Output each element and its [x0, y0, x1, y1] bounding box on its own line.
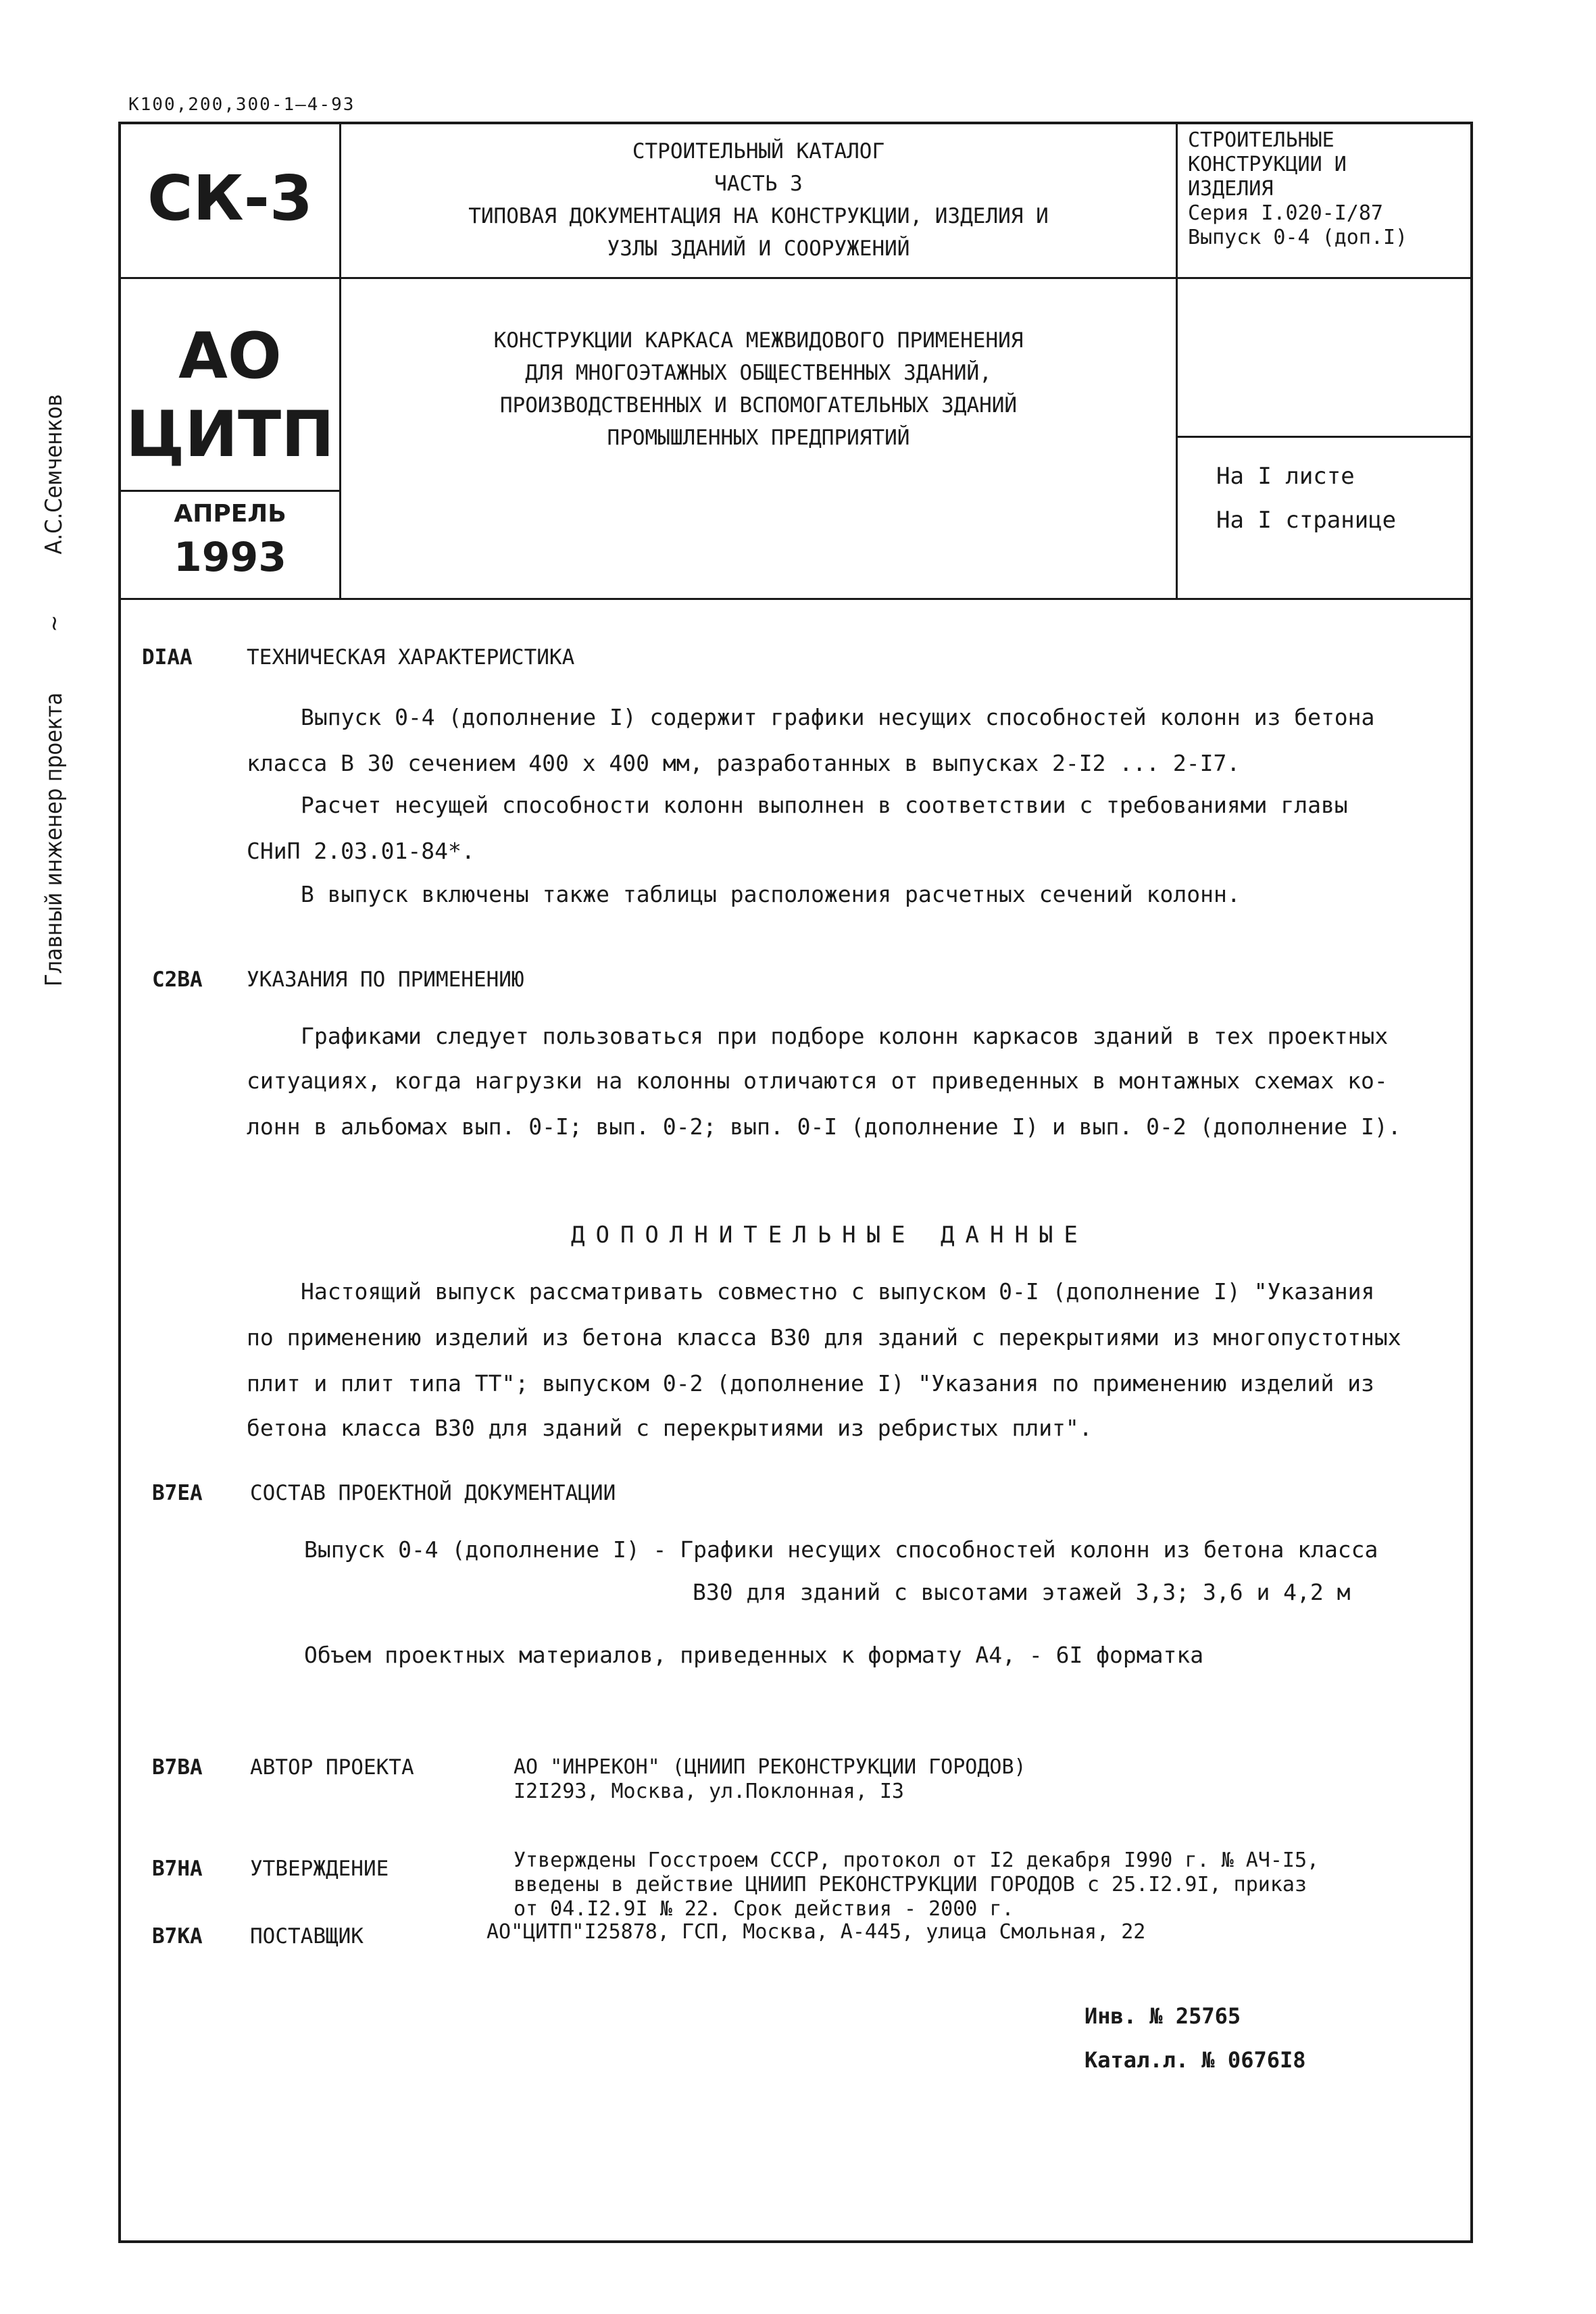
- paragraph-line: В выпуск включены также таблицы расположения расчетных сечений колонн.: [301, 881, 1241, 907]
- paragraph-line: Выпуск 0-4 (дополнение I) - Графики несущих способностей колонн из бетона класса: [304, 1536, 1378, 1563]
- approval-line: введены в действие ЦНИИП РЕКОНСТРУКЦИИ ГОРОДОВ с 25.I2.9I, приказ: [514, 1873, 1307, 1896]
- approval-line: Утверждены Госстроем СССР, протокол от I2 декабря I990 г. № АЧ-I5,: [514, 1848, 1320, 1872]
- series-line: Серия I.020-I/87: [1188, 201, 1383, 225]
- section-code: B7HA: [152, 1857, 203, 1881]
- paragraph-line: В30 для зданий с высотами этажей 3,3; 3,6 и 4,2 м: [693, 1579, 1351, 1605]
- sheets-count: На I листе: [1216, 463, 1355, 490]
- year-label: 1993: [174, 534, 286, 581]
- paragraph-line: Расчет несущей способности колонн выполнен в соответствии с требованиями главы: [301, 792, 1348, 818]
- sk-label: СК-3: [147, 162, 313, 234]
- pages-count: На I странице: [1216, 507, 1397, 534]
- title-line: КОНСТРУКЦИИ КАРКАСА МЕЖВИДОВОГО ПРИМЕНЕНИЯ: [493, 328, 1024, 353]
- catalog-sheet-number: Катал.л. № 0676I8: [1084, 2047, 1306, 2073]
- catalog-line: ЧАСТЬ 3: [714, 172, 803, 196]
- chief-engineer-name: А.С.Семченков: [41, 394, 68, 555]
- section-code: DIAA: [142, 645, 193, 670]
- title-line: ПРОМЫШЛЕННЫХ ПРЕДПРИЯТИЙ: [607, 426, 910, 450]
- author-line: АО "ИНРЕКОН" (ЦНИИП РЕКОНСТРУКЦИИ ГОРОДОВ): [514, 1755, 1026, 1779]
- catalog-block: [341, 135, 1176, 265]
- section-title: ДОПОЛНИТЕЛЬНЫЕ ДАННЫЕ: [571, 1222, 1089, 1249]
- section-title: ПОСТАВЩИК: [250, 1924, 364, 1948]
- section-code: B7BA: [152, 1755, 203, 1780]
- header-divider-1: [118, 277, 1473, 279]
- series-line: КОНСТРУКЦИИ И: [1188, 153, 1347, 176]
- catalog-line: СТРОИТЕЛЬНЫЙ КАТАЛОГ: [632, 139, 885, 164]
- series-block: [1188, 128, 1472, 250]
- paragraph-line: класса В 30 сечением 400 х 400 мм, разработанных в выпусках 2-I2 ... 2-I7.: [247, 750, 1241, 776]
- side-signature-note: [41, 284, 95, 986]
- document-code: К100,200,300-1—4-93: [128, 95, 355, 115]
- section-title: ТЕХНИЧЕСКАЯ ХАРАКТЕРИСТИКА: [247, 645, 575, 670]
- series-line: СТРОИТЕЛЬНЫЕ: [1188, 128, 1335, 152]
- paragraph-line: Графиками следует пользоваться при подборе колонн каркасов зданий в тех проектных: [301, 1023, 1389, 1049]
- series-line: ИЗДЕЛИЯ: [1188, 177, 1274, 201]
- org-logo: [120, 318, 340, 474]
- header-divider-4: [118, 598, 1473, 600]
- catalog-line: ТИПОВАЯ ДОКУМЕНТАЦИЯ НА КОНСТРУКЦИИ, ИЗДЕЛИЯ И: [468, 204, 1049, 228]
- paragraph-line: лонн в альбомах вып. 0-I; вып. 0-2; вып. 0-I (дополнение I) и вып. 0-2 (дополнение I).: [247, 1113, 1401, 1140]
- section-title: УКАЗАНИЯ ПО ПРИМЕНЕНИЮ: [247, 967, 524, 992]
- org-line-1: АО: [178, 320, 282, 393]
- header-vline-2: [1176, 122, 1178, 599]
- paragraph-line: бетона класса В30 для зданий с перекрытиями из ребристых плит".: [247, 1415, 1093, 1441]
- catalog-line: УЗЛЫ ЗДАНИЙ И СООРУЖЕНИЙ: [607, 236, 910, 261]
- supplier-line: АО"ЦИТП"I25878, ГСП, Москва, А-445, улица Смольная, 22: [487, 1920, 1146, 1944]
- inventory-number: Инв. № 25765: [1084, 2003, 1241, 2029]
- section-code: B7EA: [152, 1481, 203, 1505]
- paragraph-line: СНиП 2.03.01-84*.: [247, 838, 475, 864]
- header-divider-3: [1176, 436, 1473, 438]
- header-divider-2: [118, 490, 341, 492]
- org-line-2: ЦИТП: [126, 398, 334, 472]
- section-title: УТВЕРЖДЕНИЕ: [250, 1857, 389, 1881]
- paragraph-line: по применению изделий из бетона класса В30 для зданий с перекрытиями из многопустотных: [247, 1324, 1401, 1351]
- approval-line: от 04.I2.9I № 22. Срок действия - 2000 г.: [514, 1897, 1014, 1921]
- paragraph-line: Объем проектных материалов, приведенных к формату А4, - 6I форматка: [304, 1642, 1204, 1668]
- signature-mark: ~: [41, 614, 68, 632]
- paragraph-line: плит и плит типа ТТ"; выпуском 0-2 (дополнение I) "Указания по применению изделий из: [247, 1370, 1374, 1397]
- title-line: ДЛЯ МНОГОЭТАЖНЫХ ОБЩЕСТВЕННЫХ ЗДАНИЙ,: [525, 361, 992, 385]
- document-title: [341, 324, 1176, 454]
- section-title: АВТОР ПРОЕКТА: [250, 1755, 414, 1780]
- paragraph-line: Настоящий выпуск рассматривать совместно с выпуском 0-I (дополнение I) "Указания: [301, 1278, 1375, 1305]
- chief-engineer-label: Главный инженер проекта: [41, 693, 68, 986]
- section-code: C2BA: [152, 967, 203, 992]
- paragraph-line: Выпуск 0-4 (дополнение I) содержит графики несущих способностей колонн из бетона: [301, 704, 1375, 730]
- section-title: СОСТАВ ПРОЕКТНОЙ ДОКУМЕНТАЦИИ: [250, 1481, 616, 1505]
- author-line: I2I293, Москва, ул.Поклонная, I3: [514, 1780, 904, 1803]
- series-line: Выпуск 0-4 (доп.I): [1188, 226, 1408, 249]
- section-code: B7KA: [152, 1924, 203, 1948]
- paragraph-line: ситуациях, когда нагрузки на колонны отличаются от приведенных в монтажных схемах ко-: [247, 1067, 1388, 1094]
- title-line: ПРОИЗВОДСТВЕННЫХ И ВСПОМОГАТЕЛЬНЫХ ЗДАНИЙ: [499, 393, 1018, 418]
- month-label: АПРЕЛЬ: [174, 500, 286, 528]
